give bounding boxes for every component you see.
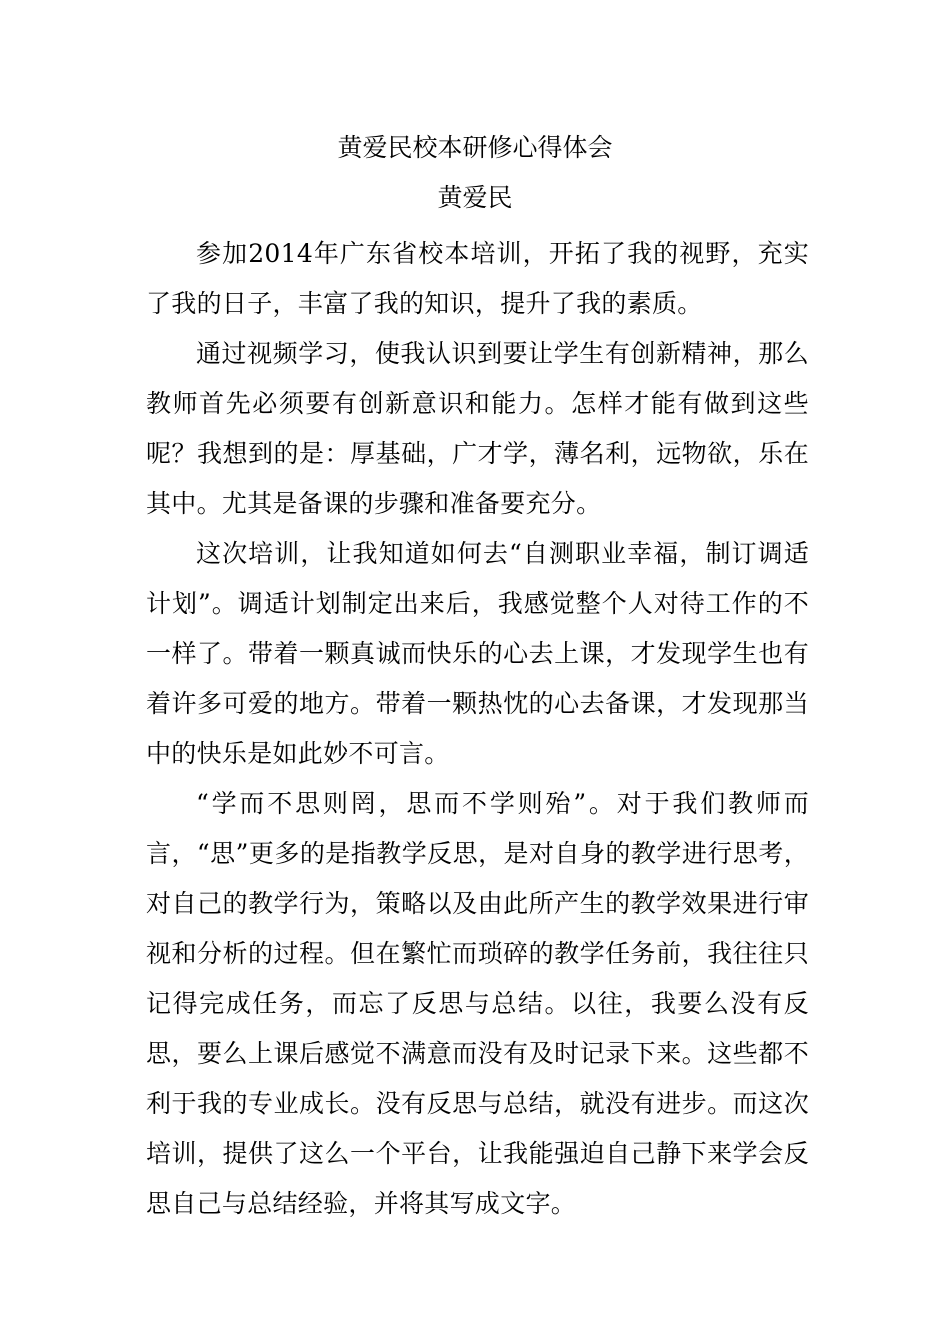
paragraph-1: 参加2014年广东省校本培训，开拓了我的视野，充实了我的日子，丰富了我的知识，提升了我的素质。	[146, 239, 809, 318]
document-body	[146, 229, 809, 1229]
document-author: 黄爱民	[437, 183, 513, 212]
paragraph-2: 通过视频学习，使我认识到要让学生有创新精神，那么教师首先必须要有创新意识和能力。怎样才能有做到这些呢？我想到的是：厚基础，广才学，薄名利，远物欲，乐在其中。尤其是备课的步骤和准备要充分。	[146, 339, 809, 518]
document-title: 黄爱民校本研修心得体会	[337, 133, 613, 162]
paragraph-4: “学而不思则罔，思而不学则殆”。对于我们教师而言，“思”更多的是指教学反思，是对自身的教学进行思考，对自己的教学行为，策略以及由此所产生的教学效果进行审视和分析的过程。但在繁忙而琐碎的教学任务前，我往往只记得完成任务，而忘了反思与总结。以往，我要么没有反思，要么上课后感觉不满意而没有及时记录下来。这些都不利于我的专业成长。没有反思与总结，就没有进步。而这次培训，提供了这么一个平台，让我能强迫自己静下来学会反思自己与总结经验，并将其写成文字。	[146, 789, 809, 1218]
paragraph-3: 这次培训，让我知道如何去“自测职业幸福，制订调适计划”。调适计划制定出来后，我感觉整个人对待工作的不一样了。带着一颗真诚而快乐的心去上课，才发现学生也有着许多可爱的地方。带着一颗热忱的心去备课，才发现那当中的快乐是如此妙不可言。	[146, 539, 809, 768]
